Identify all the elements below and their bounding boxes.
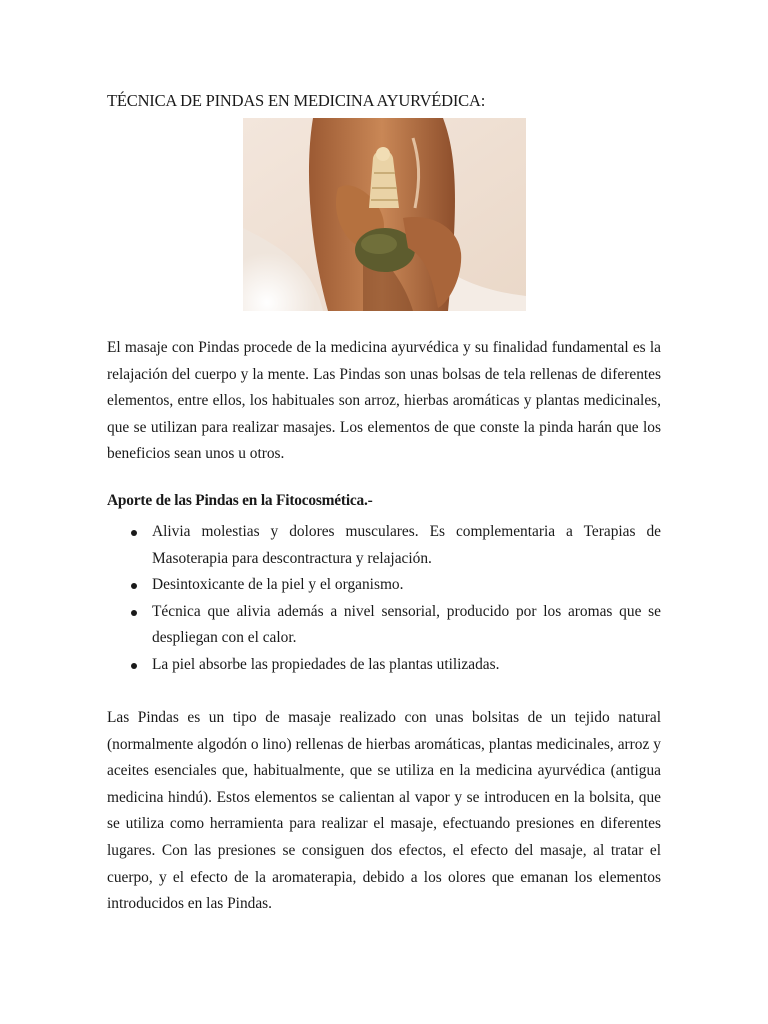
list-item [107,599,661,652]
section-heading: Aporte de las Pindas en la Fitocosmética.- [107,492,373,509]
intro-paragraph: El masaje con Pindas procede de la medicina ayurvédica y su finalidad fundamental es la relajación del cuerpo y la mente. Las Pindas son unas bolsas de tela rellenas de diferentes elementos, entre ellos, los habituales son arroz, hierbas aromáticas y plantas medicinales, que se utilizan para realizar masajes. Los elementos de que conste la pinda harán que los beneficios sean unos u otros. [107,339,661,463]
bullet-icon [131,663,137,669]
massage-photo [243,118,526,311]
closing-paragraph: Las Pindas es un tipo de masaje realizado con unas bolsitas de un tejido natural (normalmente algodón o lino) rellenas de hierbas aromáticas, plantas medicinales, arroz y aceites esenciales que, habitualmente, que se utiliza en la medicina ayurvédica (antigua medicina hindú). Estos elementos se calientan al vapor y se introducen en la bolsita, que se utiliza como herramienta para realizar el masaje, efectuando presiones en diferentes lugares. Con las presiones se consiguen dos efectos, el efecto del masaje, al tratar el cuerpo, y el efecto de la aromaterapia, debido a los olores que emanan los elementos introducidos en las Pindas. [107,709,661,913]
massage-illustration [243,118,526,311]
list-item [107,572,661,599]
list-item [107,652,661,679]
bullet-icon [131,530,137,536]
bullet-icon [131,610,137,616]
benefits-list [107,519,661,679]
bullet-icon [131,583,137,589]
list-item [107,519,661,572]
list-item-text: Desintoxicante de la piel y el organismo. [152,576,404,594]
page-title: TÉCNICA DE PINDAS EN MEDICINA AYURVÉDICA: [107,91,486,110]
list-item-text: La piel absorbe las propiedades de las plantas utilizadas. [152,655,500,673]
list-item-text: Alivia molestias y dolores musculares. Es complementaria a Terapias de Masoterapia para descontractura y relajación. [152,523,661,567]
list-item-text: Técnica que alivia además a nivel sensorial, producido por los aromas que se despliegan con el calor. [152,602,661,647]
